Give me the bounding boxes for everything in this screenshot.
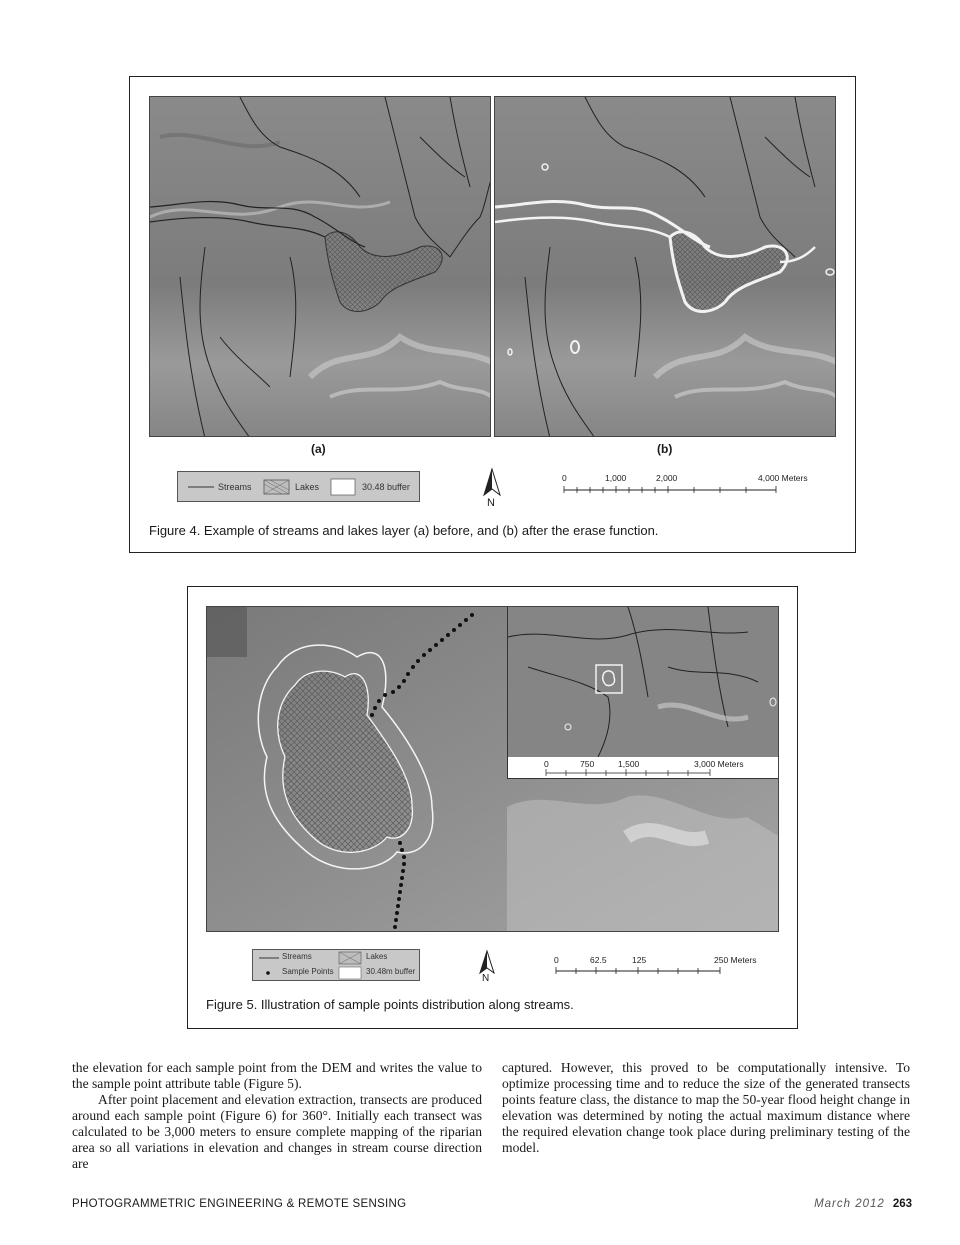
- legend-lakes-label: Lakes: [295, 482, 320, 492]
- panel-b-label: (b): [657, 442, 673, 456]
- north-label: N: [482, 973, 490, 984]
- north-arrow: [477, 949, 497, 987]
- north-arrow-icon: [477, 949, 497, 975]
- scale-tick-250: 250 Meters: [714, 955, 757, 965]
- figure-4-legend: [177, 471, 420, 502]
- legend-lakes-label: Lakes: [366, 952, 388, 961]
- hillshade-map-a: [150, 97, 491, 437]
- hillshade-map-b: [495, 97, 836, 437]
- figure-4-scale-bar: [558, 473, 818, 497]
- inset-scale-bar: [508, 757, 779, 778]
- inset-scale-tick-750: 750: [580, 759, 595, 769]
- scale-tick-4000: 4,000 Meters: [758, 473, 808, 483]
- scale-tick-0: 0: [562, 473, 567, 483]
- journal-name: PHOTOGRAMMETRIC ENGINEERING & REMOTE SENSING: [72, 1198, 407, 1210]
- scale-tick-2000: 2,000: [656, 473, 678, 483]
- figure-4-caption: Figure 4. Example of streams and lakes layer (a) before, and (b) after the erase function.: [149, 523, 659, 538]
- page-number: 263: [892, 1198, 912, 1210]
- inset-scale-tick-0: 0: [544, 759, 549, 769]
- left-column: [72, 1060, 482, 1172]
- scale-tick-125: 125: [632, 955, 647, 965]
- inset-scale-tick-1500: 1,500: [618, 759, 640, 769]
- inset-map: [507, 607, 779, 779]
- legend-buffer-label: 30.48m buffer: [366, 967, 416, 976]
- figure-5-legend: [252, 949, 420, 981]
- north-label: N: [487, 497, 495, 509]
- scale-tick-0: 0: [554, 955, 559, 965]
- legend-sample-points-label: Sample Points: [282, 967, 334, 976]
- right-column: [502, 1060, 910, 1156]
- figure-4a-map: [149, 96, 491, 437]
- issue-date: March 2012: [814, 1198, 885, 1210]
- figure-5: [187, 586, 798, 1029]
- legend-buffer-label: 30.48 buffer: [362, 482, 410, 492]
- right-paragraph-1: captured. However, this proved to be computationally intensive. To optimize processing time and to reduce the size of the generated transects points feature class, the distance to map the 50-year flood height change in elevation was determined by noting the actual maximum distance where the required elevation change took place during preliminary testing of the model.: [502, 1060, 910, 1155]
- legend-streams-label: Streams: [282, 952, 312, 961]
- left-paragraph-1: the elevation for each sample point from the DEM and writes the value to the sample point attribute table (Figure 5).: [72, 1060, 482, 1091]
- north-arrow: [481, 467, 503, 511]
- figure-4: [129, 76, 856, 553]
- inset-hillshade: [508, 607, 779, 757]
- panel-a-label: (a): [311, 442, 326, 456]
- legend-streams-label: Streams: [218, 482, 252, 492]
- north-arrow-icon: [481, 467, 503, 499]
- page-footer: [814, 1198, 912, 1210]
- figure-4b-map: [494, 96, 836, 437]
- figure-5-map: [206, 606, 779, 932]
- scale-tick-62-5: 62.5: [590, 955, 607, 965]
- inset-scale-tick-3000: 3,000 Meters: [694, 759, 744, 769]
- scale-tick-1000: 1,000: [605, 473, 627, 483]
- figure-5-caption: Figure 5. Illustration of sample points distribution along streams.: [206, 997, 574, 1012]
- left-paragraph-2: After point placement and elevation extraction, transects are produced around each sample point (Figure 6) for 360°. Initially each transect was calculated to be 3,000 meters to ensure complete mapping of the riparian area so all variations in elevation and changes in stream course direction are: [72, 1092, 482, 1171]
- figure-5-scale-bar: [550, 955, 770, 977]
